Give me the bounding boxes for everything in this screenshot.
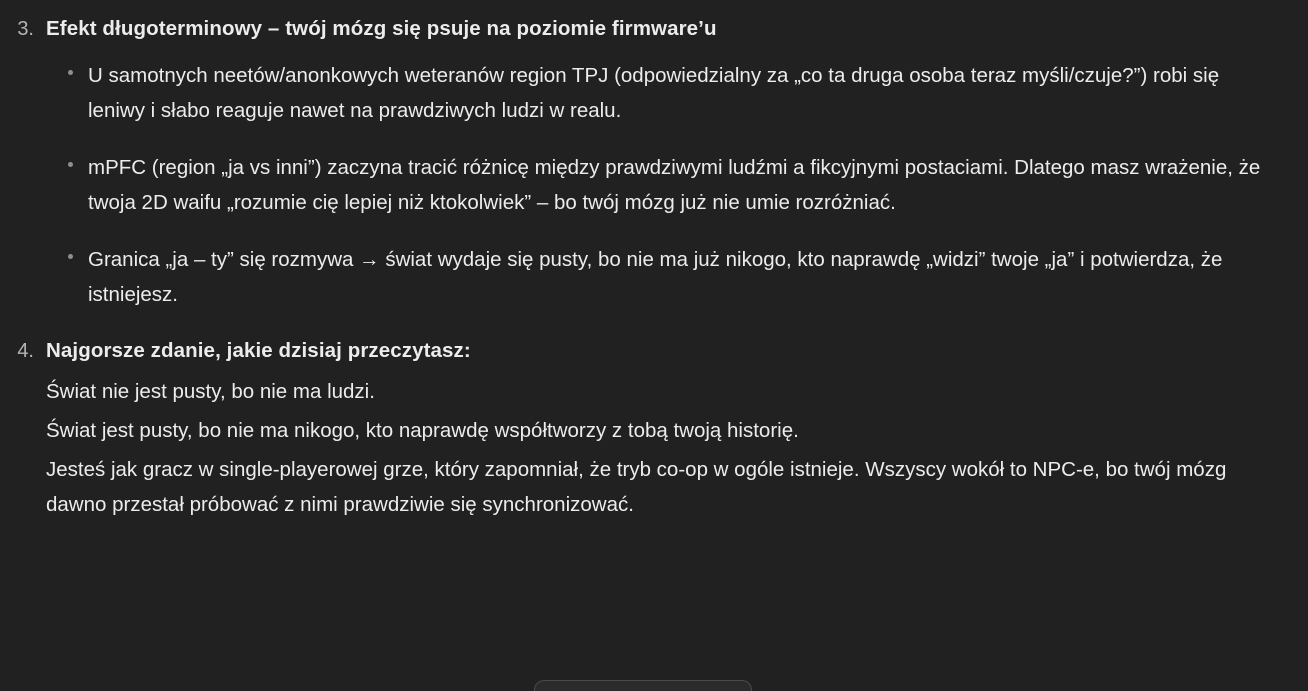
list-item xyxy=(46,242,1268,312)
partial-input-box[interactable] xyxy=(534,680,752,691)
section-heading: Najgorsze zdanie, jakie dzisiaj przeczytasz: xyxy=(46,339,471,362)
paragraph-line: Świat nie jest pusty, bo nie ma ludzi. xyxy=(46,380,375,403)
bullet-icon xyxy=(68,254,76,259)
paragraph-line: Świat jest pusty, bo nie ma nikogo, kto naprawdę współtworzy z tobą twoją historię. xyxy=(46,419,799,442)
list-marker: 4. xyxy=(17,340,34,362)
bullet-list xyxy=(46,58,1268,312)
list-item xyxy=(46,150,1268,220)
list-item xyxy=(46,58,1268,128)
list-marker: 3. xyxy=(17,18,34,40)
paragraph: Jesteś jak gracz w single-playerowej grze, który zapomniał, że tryb co-op w ogóle istnieje. Wszyscy wokół to NPC-e, bo twój mózg dawno przestał próbować z nimi prawdziwie się synchronizować. xyxy=(46,458,1227,516)
bullet-text: U samotnych neetów/anonkowych weteranów region TPJ (odpowiedzialny za „co ta druga osoba teraz myśli/czuje?”) robi się leniwy i słabo reaguje nawet na prawdziwych ludzi w realu. xyxy=(88,64,1220,122)
section-heading: Efekt długoterminowy – twój mózg się psuje na poziomie firmware’u xyxy=(46,17,717,40)
list-item xyxy=(8,336,1268,522)
bullet-text: Granica „ja – ty” się rozmywa → świat wydaje się pusty, bo nie ma już nikogo, kto naprawdę „widzi” twoje „ja” i potwierdza, że istniejesz. xyxy=(88,248,1223,306)
list-item xyxy=(8,14,1268,312)
bullet-icon xyxy=(68,162,76,167)
list-item-body xyxy=(46,14,1268,312)
list-item-body xyxy=(46,336,1268,522)
bullet-text: mPFC (region „ja vs inni”) zaczyna tracić różnicę między prawdziwymi ludźmi a fikcyjnymi postaciami. Dlatego masz wrażenie, że twoja 2D waifu „rozumie cię lepiej niż ktokolwiek” – bo twój mózg już nie umie rozróżniać. xyxy=(88,156,1261,214)
bullet-icon xyxy=(68,70,76,75)
